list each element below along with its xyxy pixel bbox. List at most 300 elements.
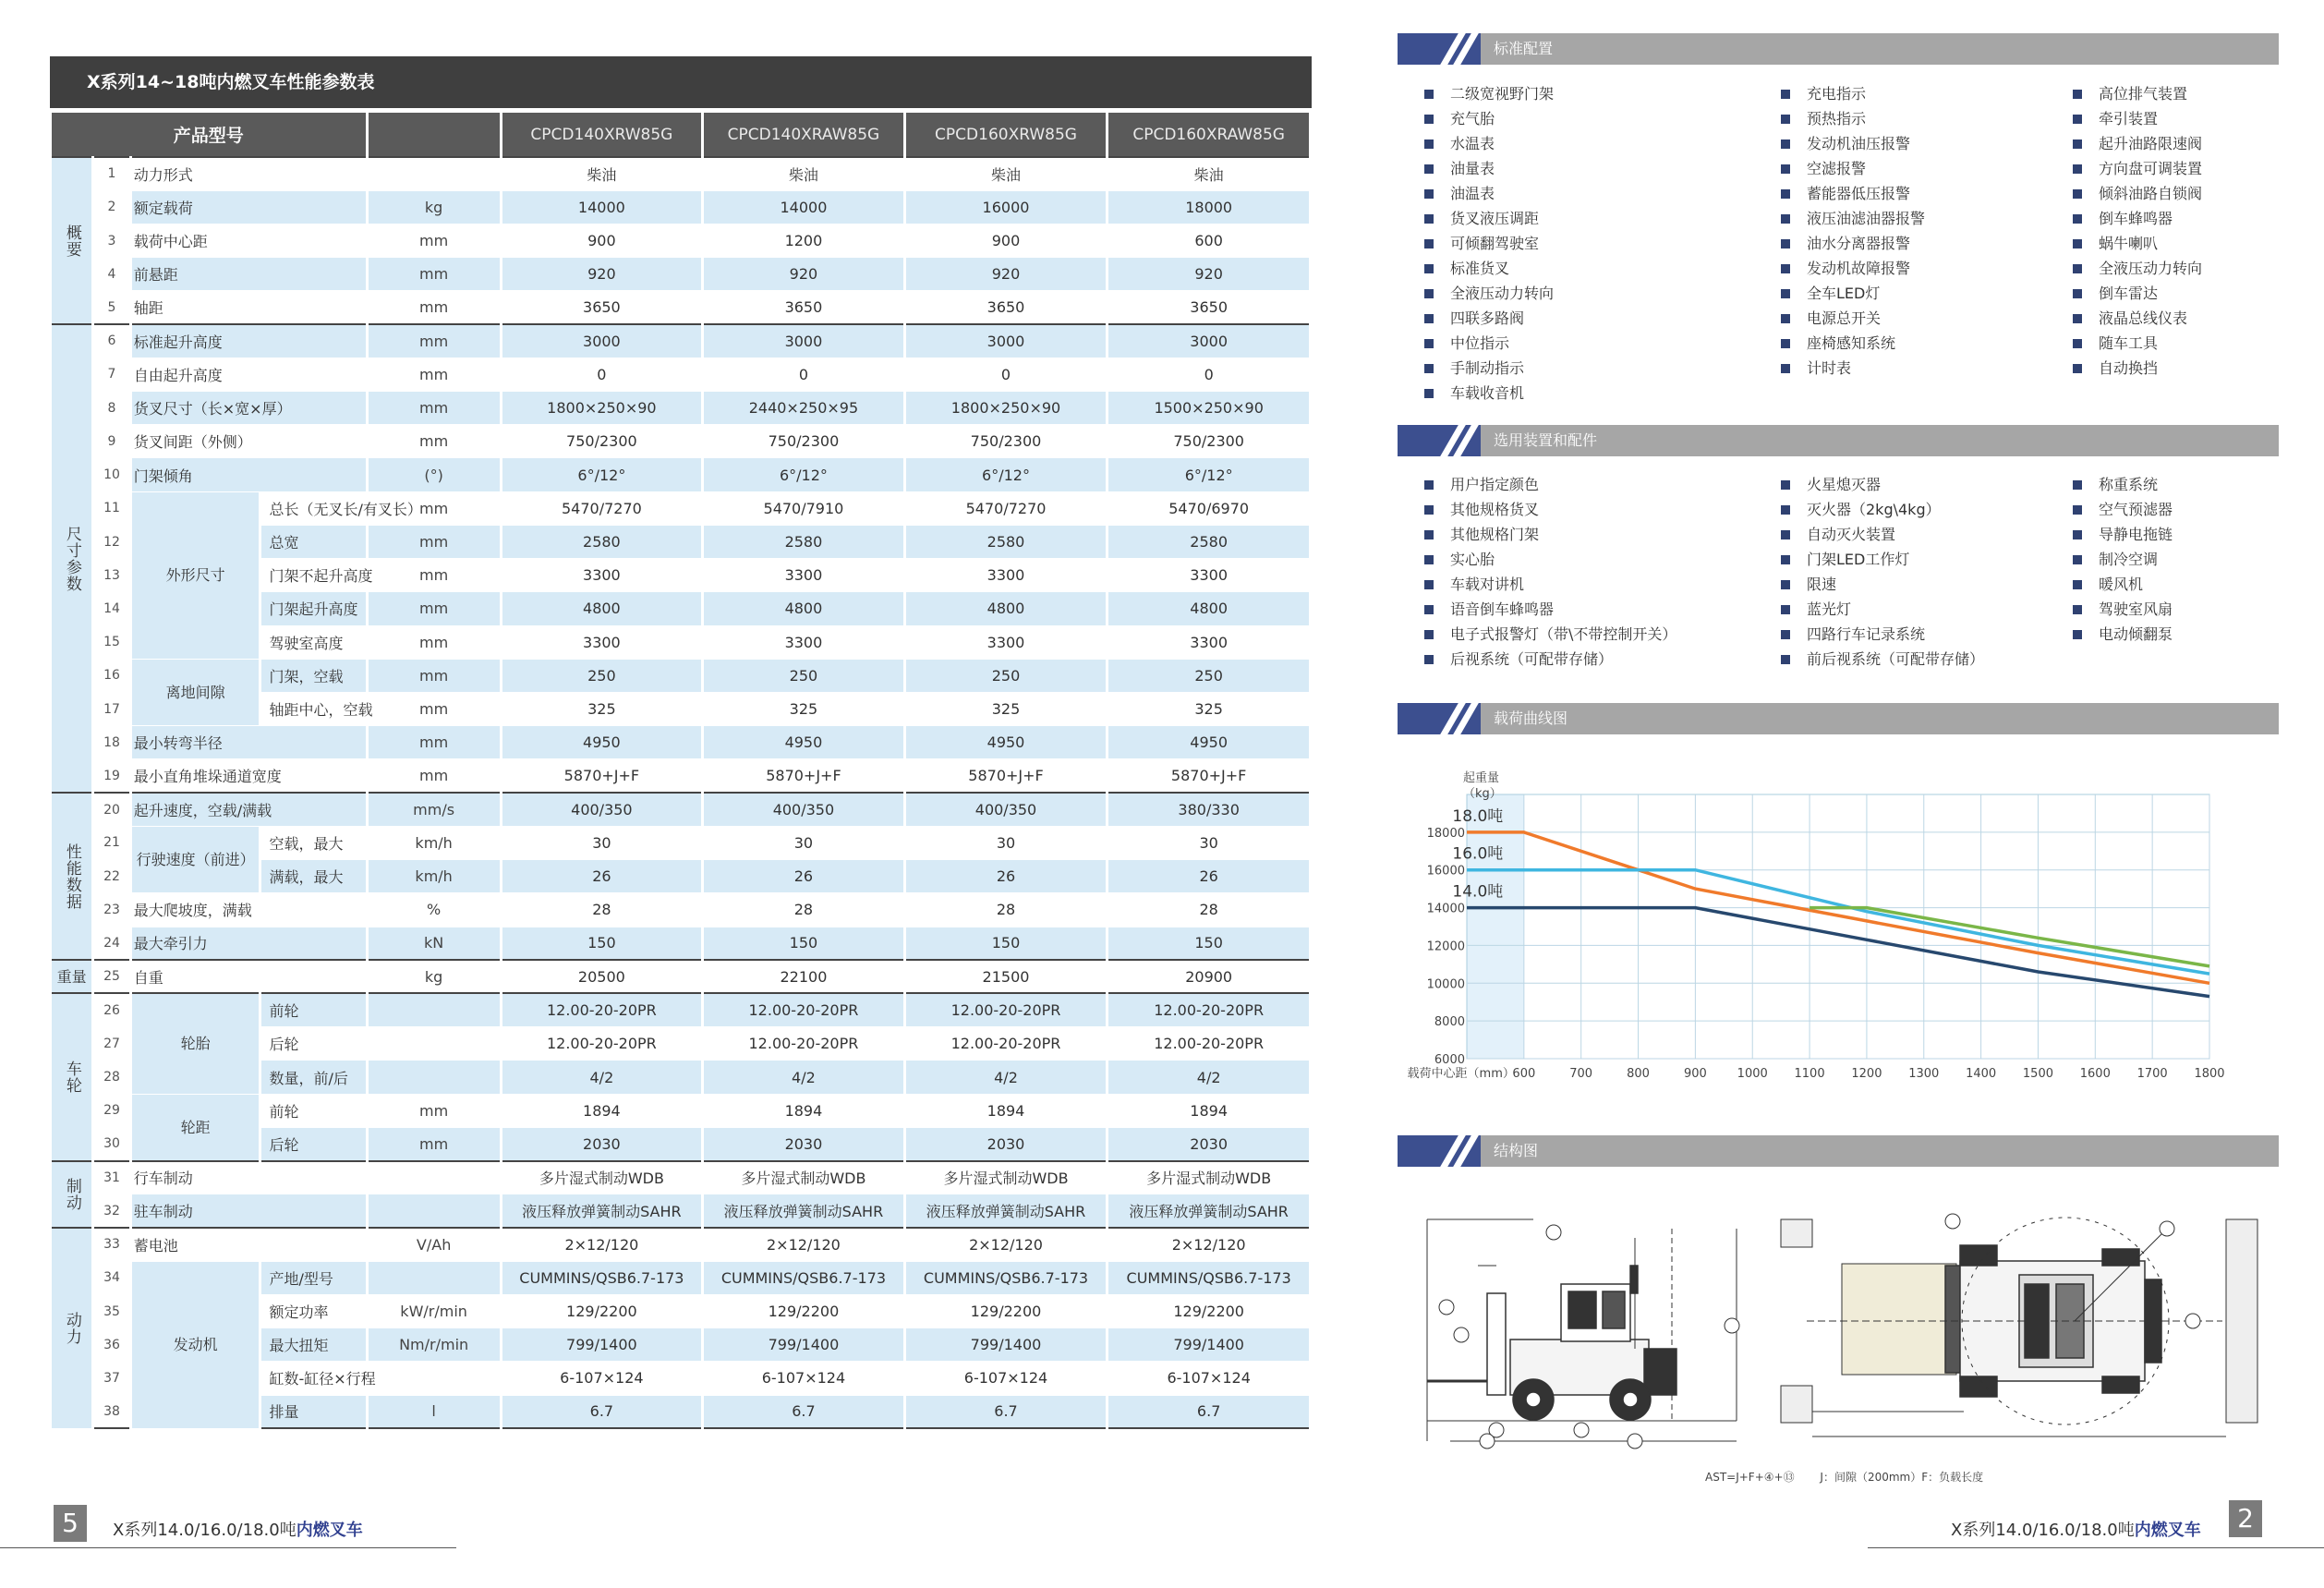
row-number: 17 <box>93 693 131 726</box>
table-row <box>52 491 1311 525</box>
x-tick-label: 1700 <box>2136 1067 2168 1081</box>
product-model-label: 产品型号 <box>52 113 367 157</box>
unit-cell: l <box>367 1395 501 1428</box>
row-label: 后轮 <box>260 1027 367 1061</box>
unit-cell: kW/r/min <box>367 1294 501 1327</box>
row-label: 总长（无叉长/有叉长） <box>260 491 367 525</box>
row-label: 门架起升高度 <box>260 592 367 625</box>
value-cell: 0 <box>1108 358 1311 391</box>
x-tick-label: 700 <box>1569 1067 1593 1081</box>
unit-cell <box>367 993 501 1026</box>
group-label <box>52 960 93 993</box>
list-item: 车载收音机 <box>1422 381 1554 406</box>
row-number: 6 <box>93 324 131 358</box>
value-cell: 250 <box>501 659 703 692</box>
value-cell: 1800×250×90 <box>904 392 1108 425</box>
value-cell: 4950 <box>904 726 1108 759</box>
row-label: 总宽 <box>260 525 367 558</box>
list-item: 门架LED工作灯 <box>1779 547 1984 572</box>
table-row <box>52 1228 1311 1261</box>
row-label: 后轮 <box>260 1127 367 1160</box>
value-cell: 柴油 <box>1108 157 1311 190</box>
table-row <box>52 392 1311 425</box>
value-cell: 14000 <box>501 190 703 224</box>
value-cell: 3300 <box>501 625 703 659</box>
list-item: 高位排气装置 <box>2071 81 2202 106</box>
value-cell: 多片湿式制动WDB <box>904 1161 1108 1194</box>
value-cell: 2440×250×95 <box>703 392 905 425</box>
row-label: 排量 <box>260 1395 367 1428</box>
value-cell: 1500×250×90 <box>1108 392 1311 425</box>
value-cell: 750/2300 <box>904 425 1108 458</box>
x-tick-label: 1300 <box>1908 1067 1940 1081</box>
table-row <box>52 993 1311 1026</box>
row-number: 3 <box>93 224 131 257</box>
footer-left-text <box>113 1517 363 1541</box>
row-label: 产地/型号 <box>260 1261 367 1294</box>
list-item: 驾驶室风扇 <box>2071 597 2173 622</box>
list-item: 手制动指示 <box>1422 356 1554 381</box>
row-number: 30 <box>93 1127 131 1160</box>
row-number: 8 <box>93 392 131 425</box>
value-cell: 920 <box>904 258 1108 291</box>
list-item: 称重系统 <box>2071 472 2173 497</box>
row-label: 门架，空载 <box>260 659 367 692</box>
model-header: CPCD160XRW85G <box>904 113 1108 157</box>
list-item: 水温表 <box>1422 131 1554 156</box>
row-number: 2 <box>93 190 131 224</box>
y-tick-label: 18000 <box>1426 826 1465 841</box>
list-item: 货叉液压调距 <box>1422 206 1554 231</box>
unit-cell: % <box>367 893 501 927</box>
value-cell: 900 <box>501 224 703 257</box>
value-cell: 900 <box>904 224 1108 257</box>
value-cell: 3650 <box>703 291 905 324</box>
row-number: 26 <box>93 993 131 1026</box>
value-cell: 3650 <box>904 291 1108 324</box>
spec-title: X系列14~18吨内燃叉车性能参数表 <box>87 72 375 92</box>
list-item: 牵引装置 <box>2071 106 2202 131</box>
value-cell: 325 <box>904 693 1108 726</box>
value-cell: 28 <box>1108 893 1311 927</box>
group-label <box>52 993 93 1160</box>
table-row <box>52 759 1311 793</box>
value-cell: 30 <box>703 826 905 859</box>
group-text: 重量 <box>56 967 87 986</box>
footer-left-rule <box>0 1547 456 1548</box>
value-cell: 26 <box>703 860 905 893</box>
row-label: 货叉尺寸（长×宽×厚） <box>130 392 367 425</box>
value-cell: 28 <box>501 893 703 927</box>
value-cell: 799/1400 <box>1108 1328 1311 1362</box>
chart-frame <box>1467 794 2209 1059</box>
value-cell: 12.00-20-20PR <box>703 1027 905 1061</box>
table-row <box>52 1094 1311 1127</box>
structure-header <box>1398 1135 2279 1167</box>
value-cell: 920 <box>703 258 905 291</box>
list-item: 自动换挡 <box>2071 356 2202 381</box>
row-label: 最小直角堆垛通道宽度 <box>130 759 367 793</box>
value-cell: CUMMINS/QSB6.7-173 <box>501 1261 703 1294</box>
list-item: 充气胎 <box>1422 106 1554 131</box>
row-number: 10 <box>93 458 131 491</box>
row-number: 24 <box>93 927 131 960</box>
series-label: 14.0吨 <box>1452 882 1504 902</box>
value-cell: 2580 <box>501 525 703 558</box>
y-tick-label: 14000 <box>1426 902 1465 916</box>
row-label: 前悬距 <box>130 258 367 291</box>
value-cell: 750/2300 <box>501 425 703 458</box>
value-cell: 26 <box>501 860 703 893</box>
value-cell: 28 <box>703 893 905 927</box>
value-cell: 5470/7270 <box>904 491 1108 525</box>
subgroup-label: 轮胎 <box>130 993 260 1094</box>
table-row <box>52 1161 1311 1194</box>
row-label: 门架不起升高度 <box>260 559 367 592</box>
unit-cell <box>367 1362 501 1395</box>
unit-cell <box>367 157 501 190</box>
x-axis-label: 载荷中心距（mm） <box>1407 1067 1515 1081</box>
list-item: 用户指定颜色 <box>1422 472 1676 497</box>
value-cell: 3000 <box>703 324 905 358</box>
value-cell: 6-107×124 <box>904 1362 1108 1395</box>
row-number: 11 <box>93 491 131 525</box>
list-item: 暖风机 <box>2071 572 2173 597</box>
unit-cell: mm <box>367 693 501 726</box>
value-cell: 1894 <box>703 1094 905 1127</box>
spec-table <box>52 113 1312 1429</box>
value-cell: 3300 <box>1108 559 1311 592</box>
list-item: 四路行车记录系统 <box>1779 622 1984 647</box>
value-cell: 柴油 <box>703 157 905 190</box>
unit-cell: kg <box>367 960 501 993</box>
list-item: 座椅感知系统 <box>1779 331 1925 356</box>
list-item: 油量表 <box>1422 156 1554 181</box>
value-cell: 6-107×124 <box>703 1362 905 1395</box>
value-cell: 4950 <box>1108 726 1311 759</box>
value-cell: 799/1400 <box>501 1328 703 1362</box>
value-cell: 3650 <box>501 291 703 324</box>
row-number: 33 <box>93 1228 131 1261</box>
row-number: 4 <box>93 258 131 291</box>
value-cell: 2×12/120 <box>703 1228 905 1261</box>
row-number: 31 <box>93 1161 131 1194</box>
list-item: 制冷空调 <box>2071 547 2173 572</box>
unit-cell <box>367 1061 501 1094</box>
value-cell: 30 <box>501 826 703 859</box>
row-label: 缸数-缸径×行程 <box>260 1362 367 1395</box>
optional-list-2 <box>1779 472 1984 672</box>
unit-cell: mm <box>367 291 501 324</box>
value-cell: 6-107×124 <box>501 1362 703 1395</box>
value-cell: 129/2200 <box>501 1294 703 1327</box>
value-cell: 600 <box>1108 224 1311 257</box>
unit-cell <box>367 1261 501 1294</box>
page-number-right: 2 <box>2229 1500 2262 1537</box>
unit-cell: mm <box>367 224 501 257</box>
list-item: 全液压动力转向 <box>1422 281 1554 306</box>
value-cell: 6°/12° <box>501 458 703 491</box>
value-cell: 2030 <box>703 1127 905 1160</box>
value-cell: 18000 <box>1108 190 1311 224</box>
subgroup-label: 离地间隙 <box>130 659 260 725</box>
list-item: 后视系统（可配带存储） <box>1422 647 1676 672</box>
row-label: 轴距中心，空载 <box>260 693 367 726</box>
unit-cell: (°) <box>367 458 501 491</box>
value-cell: 400/350 <box>501 793 703 826</box>
list-item: 蓄能器低压报警 <box>1779 181 1925 206</box>
forklift-side-view <box>1422 1210 1755 1450</box>
list-item: 四联多路阀 <box>1422 306 1554 331</box>
value-cell: 1894 <box>1108 1094 1311 1127</box>
model-header: CPCD140XRW85G <box>501 113 703 157</box>
list-item: 车载对讲机 <box>1422 572 1676 597</box>
unit-cell: mm <box>367 491 501 525</box>
value-cell: 799/1400 <box>904 1328 1108 1362</box>
optional-list-1 <box>1422 472 1676 672</box>
row-label: 自重 <box>130 960 367 993</box>
list-item: 起升油路限速阀 <box>2071 131 2202 156</box>
value-cell: 3000 <box>1108 324 1311 358</box>
group-label <box>52 1161 93 1228</box>
list-item: 发动机故障报警 <box>1779 256 1925 281</box>
structure-title: 结构图 <box>1494 1142 1539 1159</box>
value-cell: 14000 <box>703 190 905 224</box>
unit-cell: mm <box>367 392 501 425</box>
row-number: 14 <box>93 592 131 625</box>
row-number: 29 <box>93 1094 131 1127</box>
value-cell: 4800 <box>904 592 1108 625</box>
row-number: 27 <box>93 1027 131 1061</box>
row-label: 门架倾角 <box>130 458 367 491</box>
x-tick-label: 1400 <box>1966 1067 1997 1081</box>
value-cell: 26 <box>1108 860 1311 893</box>
value-cell: 750/2300 <box>703 425 905 458</box>
value-cell: 380/330 <box>1108 793 1311 826</box>
unit-cell: mm <box>367 592 501 625</box>
value-cell: 1894 <box>904 1094 1108 1127</box>
value-cell: 0 <box>904 358 1108 391</box>
value-cell: CUMMINS/QSB6.7-173 <box>703 1261 905 1294</box>
value-cell: 12.00-20-20PR <box>703 993 905 1026</box>
value-cell: 4/2 <box>1108 1061 1311 1094</box>
table-row <box>52 258 1311 291</box>
table-row <box>52 659 1311 692</box>
table-row <box>52 157 1311 190</box>
list-item: 倒车雷达 <box>2071 281 2202 306</box>
list-item: 标准货叉 <box>1422 256 1554 281</box>
value-cell: 6.7 <box>501 1395 703 1428</box>
group-text: 车轮 <box>62 1061 81 1095</box>
value-cell: 325 <box>501 693 703 726</box>
unit-cell: V/Ah <box>367 1228 501 1261</box>
value-cell: 2030 <box>1108 1127 1311 1160</box>
footer-right-text <box>1951 1517 2201 1541</box>
list-item: 可倾翻驾驶室 <box>1422 231 1554 256</box>
standard-list-2 <box>1779 81 1925 381</box>
value-cell: CUMMINS/QSB6.7-173 <box>1108 1261 1311 1294</box>
value-cell: 液压释放弹簧制动SAHR <box>501 1194 703 1228</box>
value-cell: 0 <box>501 358 703 391</box>
unit-cell: mm <box>367 258 501 291</box>
list-item: 其他规格货叉 <box>1422 497 1676 522</box>
y-tick-label: 16000 <box>1426 864 1465 879</box>
value-cell: 30 <box>1108 826 1311 859</box>
value-cell: 3000 <box>501 324 703 358</box>
table-row <box>52 291 1311 324</box>
value-cell: 799/1400 <box>703 1328 905 1362</box>
unit-cell: kN <box>367 927 501 960</box>
series-line <box>1810 908 2209 966</box>
series-line <box>1467 870 2209 974</box>
value-cell: 液压释放弹簧制动SAHR <box>904 1194 1108 1228</box>
standard-list-3 <box>2071 81 2202 381</box>
table-row <box>52 324 1311 358</box>
value-cell: 16000 <box>904 190 1108 224</box>
value-cell: 5470/7910 <box>703 491 905 525</box>
unit-cell: mm/s <box>367 793 501 826</box>
list-item: 油温表 <box>1422 181 1554 206</box>
row-number: 38 <box>93 1395 131 1428</box>
row-label: 驾驶室高度 <box>260 625 367 659</box>
value-cell: 4/2 <box>501 1061 703 1094</box>
x-tick-label: 1000 <box>1737 1067 1768 1081</box>
value-cell: 2030 <box>501 1127 703 1160</box>
value-cell: 150 <box>1108 927 1311 960</box>
row-label: 动力形式 <box>130 157 367 190</box>
row-number: 21 <box>93 826 131 859</box>
load-curve-title: 载荷曲线图 <box>1494 709 1568 727</box>
y-axis-unit: （kg） <box>1463 787 1502 801</box>
value-cell: 3300 <box>703 625 905 659</box>
row-number: 22 <box>93 860 131 893</box>
unit-cell: mm <box>367 525 501 558</box>
model-header: CPCD160XRAW85G <box>1108 113 1311 157</box>
row-number: 18 <box>93 726 131 759</box>
row-number: 28 <box>93 1061 131 1094</box>
footer-right-series: X系列14.0/16.0/18.0吨 <box>1951 1521 2135 1540</box>
page-number-left: 5 <box>54 1505 87 1542</box>
value-cell: 750/2300 <box>1108 425 1311 458</box>
unit-header <box>367 113 501 157</box>
value-cell: 多片湿式制动WDB <box>501 1161 703 1194</box>
ast-formula: AST=J+F+④+⑬ <box>1705 1471 1795 1484</box>
footer-right-brand: 内燃叉车 <box>2134 1521 2201 1540</box>
unit-cell: mm <box>367 625 501 659</box>
value-cell: 4/2 <box>904 1061 1108 1094</box>
value-cell: 4950 <box>703 726 905 759</box>
row-number: 32 <box>93 1194 131 1228</box>
group-label <box>52 157 93 324</box>
subgroup-label: 外形尺寸 <box>130 491 260 659</box>
list-item: 油水分离器报警 <box>1779 231 1925 256</box>
list-item: 电动倾翻泵 <box>2071 622 2173 647</box>
unit-cell: mm <box>367 425 501 458</box>
value-cell: 129/2200 <box>904 1294 1108 1327</box>
value-cell: 12.00-20-20PR <box>904 1027 1108 1061</box>
x-tick-label: 600 <box>1512 1067 1536 1081</box>
optional-list-3 <box>2071 472 2173 647</box>
row-number: 12 <box>93 525 131 558</box>
value-cell: 1800×250×90 <box>501 392 703 425</box>
value-cell: 柴油 <box>904 157 1108 190</box>
x-tick-label: 1100 <box>1794 1067 1825 1081</box>
list-item: 发动机油压报警 <box>1779 131 1925 156</box>
value-cell: 5470/6970 <box>1108 491 1311 525</box>
list-item: 蓝光灯 <box>1779 597 1984 622</box>
unit-cell: km/h <box>367 860 501 893</box>
row-label: 最小转弯半径 <box>130 726 367 759</box>
subgroup-label: 发动机 <box>130 1261 260 1428</box>
unit-cell: mm <box>367 324 501 358</box>
list-item: 中位指示 <box>1422 331 1554 356</box>
row-number: 19 <box>93 759 131 793</box>
value-cell: 5870+J+F <box>904 759 1108 793</box>
value-cell: 0 <box>703 358 905 391</box>
group-label <box>52 324 93 793</box>
table-row <box>52 793 1311 826</box>
list-item: 计时表 <box>1779 356 1925 381</box>
value-cell: 5470/7270 <box>501 491 703 525</box>
list-item: 限速 <box>1779 572 1984 597</box>
standard-config-header <box>1398 33 2279 65</box>
row-label: 载荷中心距 <box>130 224 367 257</box>
value-cell: 325 <box>703 693 905 726</box>
value-cell: 12.00-20-20PR <box>1108 993 1311 1026</box>
list-item: 蜗牛喇叭 <box>2071 231 2202 256</box>
row-number: 35 <box>93 1294 131 1327</box>
value-cell: 2580 <box>1108 525 1311 558</box>
value-cell: 3300 <box>501 559 703 592</box>
y-tick-label: 8000 <box>1434 1015 1465 1030</box>
value-cell: 30 <box>904 826 1108 859</box>
value-cell: 21500 <box>904 960 1108 993</box>
table-row <box>52 1261 1311 1294</box>
value-cell: 4800 <box>501 592 703 625</box>
value-cell: 2×12/120 <box>1108 1228 1311 1261</box>
list-item: 液晶总线仪表 <box>2071 306 2202 331</box>
row-label: 最大扭矩 <box>260 1328 367 1362</box>
value-cell: 2030 <box>904 1127 1108 1160</box>
value-cell: 液压释放弹簧制动SAHR <box>1108 1194 1311 1228</box>
row-number: 15 <box>93 625 131 659</box>
row-number: 7 <box>93 358 131 391</box>
unit-cell <box>367 1027 501 1061</box>
value-cell: 400/350 <box>904 793 1108 826</box>
standard-config-title: 标准配置 <box>1494 40 1554 57</box>
value-cell: 4800 <box>1108 592 1311 625</box>
value-cell: 5870+J+F <box>1108 759 1311 793</box>
value-cell: 3000 <box>904 324 1108 358</box>
row-label: 最大爬坡度，满载 <box>130 893 367 927</box>
row-label: 额定载荷 <box>130 190 367 224</box>
value-cell: 26 <box>904 860 1108 893</box>
list-item: 导静电拖链 <box>2071 522 2173 547</box>
unit-cell: mm <box>367 1127 501 1160</box>
value-cell: 2×12/120 <box>501 1228 703 1261</box>
unit-cell: mm <box>367 559 501 592</box>
row-number: 23 <box>93 893 131 927</box>
table-row <box>52 224 1311 257</box>
footer-left-series: X系列14.0/16.0/18.0吨 <box>113 1521 297 1540</box>
row-label: 轴距 <box>130 291 367 324</box>
value-cell: 920 <box>501 258 703 291</box>
table-row <box>52 726 1311 759</box>
value-cell: 1894 <box>501 1094 703 1127</box>
list-item: 空滤报警 <box>1779 156 1925 181</box>
value-cell: 20900 <box>1108 960 1311 993</box>
list-item: 全车LED灯 <box>1779 281 1925 306</box>
